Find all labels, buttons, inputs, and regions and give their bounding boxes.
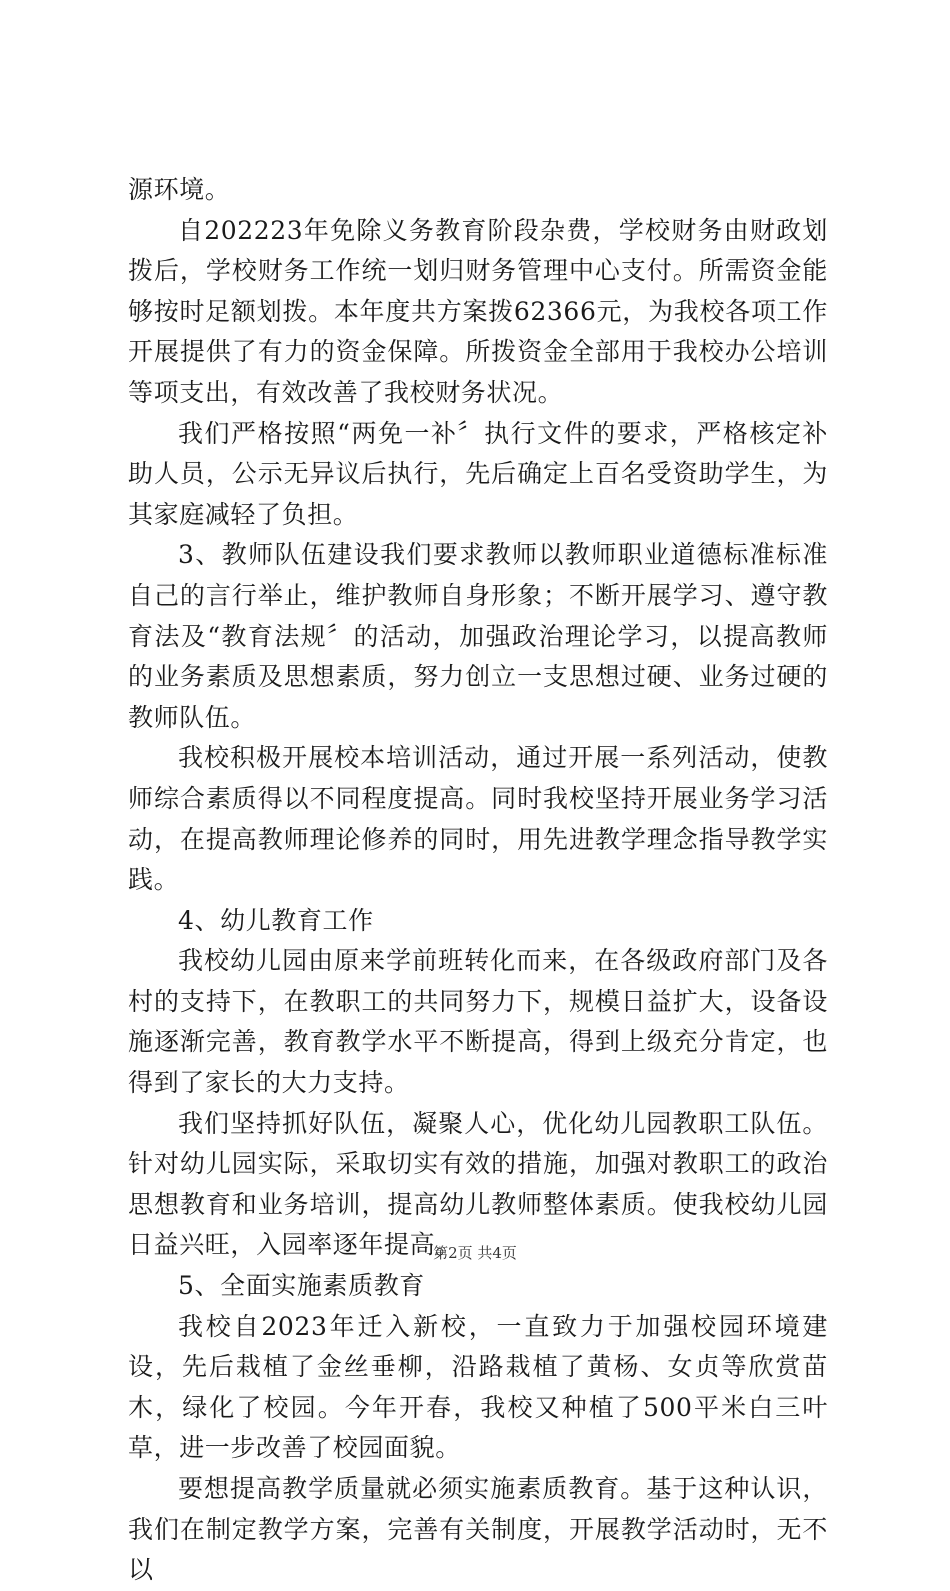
section-heading: 5、全面实施素质教育 [178,1271,425,1301]
section-heading: 4、幼儿教育工作 [178,905,374,935]
document-body [128,170,828,1591]
paragraph: 源环境。 [128,175,231,204]
paragraph: 我们坚持抓好队伍，凝聚人心，优化幼儿园教职工队伍。针对幼儿园实际，采取切实有效的措施，加强对教职工的政治思想教育和业务培训，提高幼儿教师整体素质。使我校幼儿园日益兴旺，入园率逐年提高。 [128,1108,828,1260]
paragraph: 要想提高教学质量就必须实施素质教育。基于这种认识，我们在制定教学方案，完善有关制度，开展教学活动时，无不以 [128,1474,828,1585]
paragraph: 3、教师队伍建设我们要求教师以教师职业道德标准标准自己的言行举止，维护教师自身形象；不断开展学习、遵守教育法及“教育法规〞的活动，加强政治理论学习，以提高教师的业务素质及思想素质，努力创立一支思想过硬、业务过硬的教师队伍。 [128,540,828,732]
page-number-footer: 第2页 共4页 [433,1244,517,1262]
paragraph: 我们严格按照“两免一补〞执行文件的要求，严格核定补助人员，公示无异议后执行，先后确定上百名受资助学生，为其家庭减轻了负担。 [128,418,828,529]
paragraph: 我校自2023年迁入新校，一直致力于加强校园环境建设，先后栽植了金丝垂柳，沿路栽植了黄杨、女贞等欣赏苗木，绿化了校园。今年开春，我校又种植了500平米白三叶草，进一步改善了校园面貌。 [128,1311,828,1463]
paragraph: 我校积极开展校本培训活动，通过开展一系列活动，使教师综合素质得以不同程度提高。同时我校坚持开展业务学习活动，在提高教师理论修养的同时，用先进教学理念指导教学实践。 [128,743,828,895]
paragraph: 我校幼儿园由原来学前班转化而来，在各级政府部门及各村的支持下，在教职工的共同努力下，规模日益扩大，设备设施逐渐完善，教育教学水平不断提高，得到上级充分肯定，也得到了家长的大力支持。 [128,946,828,1098]
paragraph: 自202223年免除义务教育阶段杂费，学校财务由财政划拨后，学校财务工作统一划归财务管理中心支付。所需资金能够按时足额划拨。本年度共方案拨62366元，为我校各项工作开展提供了有力的资金保障。所拨资金全部用于我校办公培训等项支出，有效改善了我校财务状况。 [128,215,828,407]
